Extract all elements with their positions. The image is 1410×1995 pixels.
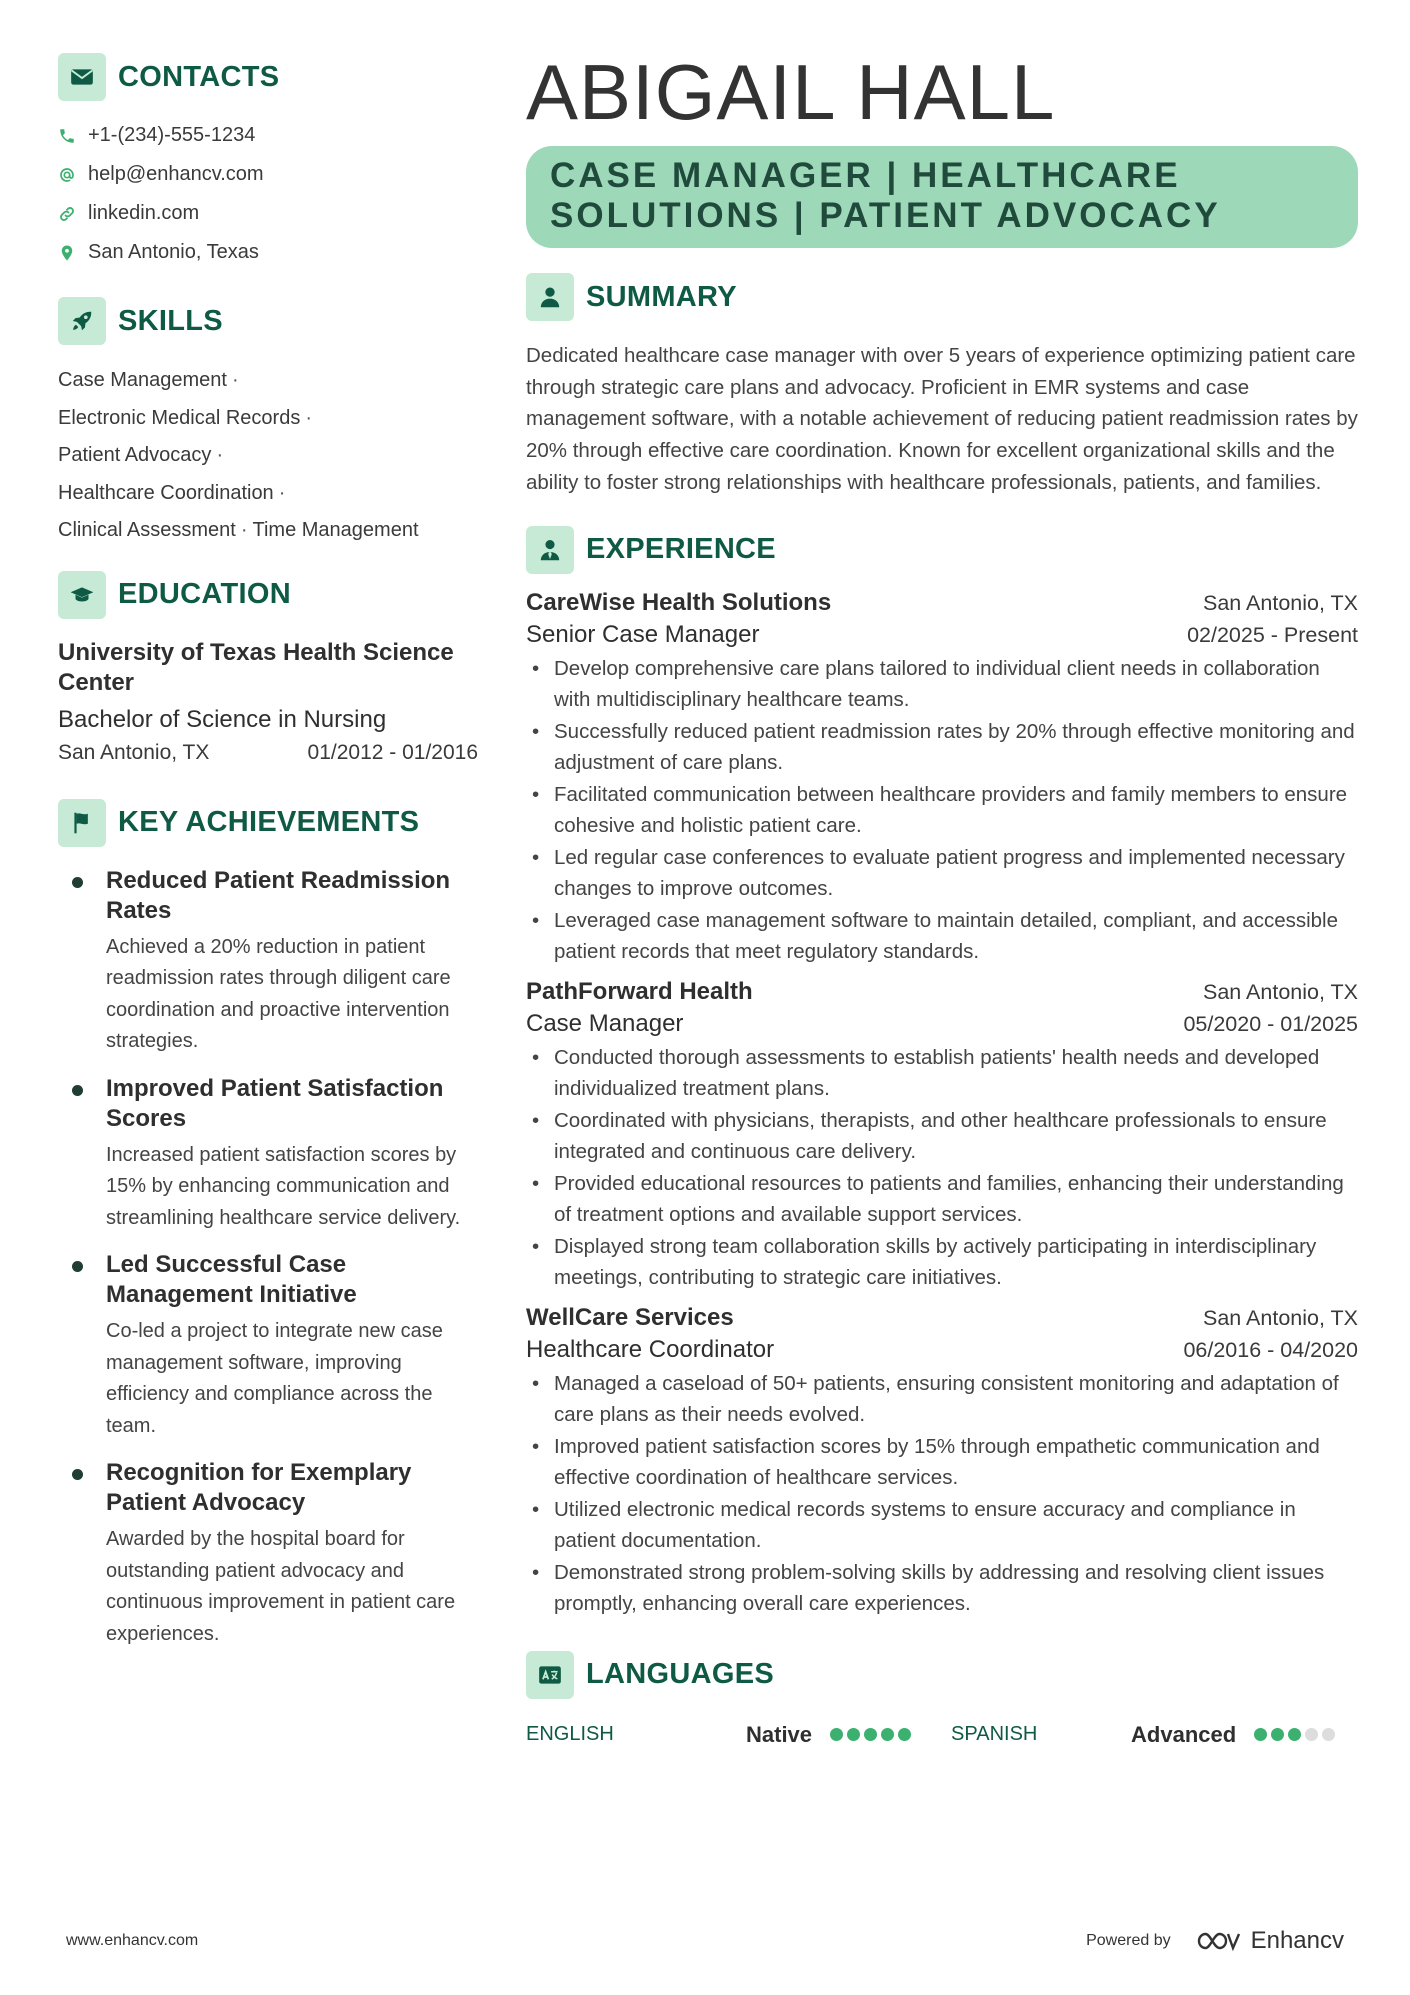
- bullet-dot: [72, 1085, 83, 1096]
- footer-website[interactable]: www.enhancv.com: [66, 1932, 199, 1949]
- languages-title: LANGUAGES: [586, 1658, 774, 1691]
- job-bullet: • Conducted thorough assessments to establish patients' health needs and developed individualized treatment plans.: [526, 1042, 1358, 1105]
- rating-dot-filled: [1288, 1728, 1301, 1741]
- achievement-item: [58, 866, 478, 1058]
- skills-header: [58, 296, 478, 346]
- envelope-icon: [58, 53, 106, 101]
- rating-dot-filled: [881, 1728, 894, 1741]
- education-meta: [58, 738, 478, 768]
- job-company: PathForward Health: [526, 977, 753, 1005]
- skill-item: Clinical Assessment: [58, 519, 236, 541]
- job-bullet: • Demonstrated strong problem-solving skills by addressing and resolving client issues promptly, enhancing overall care experiences.: [526, 1557, 1358, 1620]
- experience-header: [526, 525, 1358, 575]
- bullet-dot: [72, 877, 83, 888]
- job-bullets: [526, 1042, 1358, 1294]
- achievement-title: Improved Patient Satisfaction Scores: [106, 1074, 444, 1132]
- achievement-item: [58, 1250, 478, 1442]
- achievement-title: Recognition for Exemplary Patient Advocacy: [106, 1459, 412, 1516]
- job-role: Case Manager: [526, 1009, 684, 1037]
- language-level: Native: [746, 1721, 813, 1747]
- contact-list: [58, 116, 478, 272]
- skills-title: SKILLS: [118, 304, 223, 337]
- skill-line: Clinical Assessment · Time Management: [58, 519, 419, 541]
- headline-banner: [526, 146, 1358, 248]
- infinity-logo-icon: [1195, 1928, 1243, 1954]
- achievement-item: [58, 1074, 478, 1235]
- rocket-icon: [58, 297, 106, 345]
- language-rating: [1254, 1728, 1339, 1741]
- education-location: San Antonio, TX: [58, 740, 210, 764]
- job-company: CareWise Health Solutions: [526, 588, 832, 616]
- languages-row: [526, 1722, 1358, 1748]
- language-level: Advanced: [1131, 1721, 1237, 1747]
- education-dates: 01/2012 - 01/2016: [307, 740, 478, 764]
- footer-brand-block: [1086, 1927, 1344, 1955]
- skills-list: [58, 362, 478, 550]
- bullet-dot: [72, 1469, 83, 1480]
- graduation-cap-icon: [58, 571, 106, 619]
- job-bullet: • Develop comprehensive care plans tailored to individual client needs in collaboration with multidisciplinary healthcare teams.: [526, 653, 1358, 716]
- languages-header: [526, 1650, 1358, 1700]
- job-bullet: • Managed a caseload of 50+ patients, ensuring consistent monitoring and adaptation of care plans as their needs evolved.: [526, 1368, 1358, 1431]
- job-entry: [526, 589, 1358, 968]
- job-bullet: • Displayed strong team collaboration skills by actively participating in interdisciplinary meetings, contributing to strategic care initiatives.: [526, 1231, 1358, 1294]
- link-icon: [58, 205, 88, 223]
- headline-text: CASE MANAGER | HEALTHCARE SOLUTIONS | PATIENT ADVOCACY: [550, 156, 1221, 235]
- contact-location: [58, 233, 478, 272]
- job-bullet: • Facilitated communication between healthcare providers and family members to ensure cohesive and holistic patient care.: [526, 779, 1358, 842]
- linkedin-text: linkedin.com: [88, 202, 200, 224]
- skill-line: Case Management ·: [58, 369, 239, 391]
- achievement-title: Led Successful Case Management Initiative: [106, 1251, 357, 1308]
- at-icon: [58, 166, 88, 184]
- left-column: [58, 52, 478, 1666]
- enhancv-logo[interactable]: [1195, 1927, 1344, 1955]
- rating-dot-empty: [1322, 1728, 1335, 1741]
- job-company: WellCare Services: [526, 1303, 734, 1331]
- email-text: help@enhancv.com: [88, 163, 264, 185]
- job-bullets: [526, 1368, 1358, 1620]
- contacts-title: CONTACTS: [118, 60, 280, 93]
- rating-dot-filled: [1254, 1728, 1267, 1741]
- achievements-list: [58, 866, 478, 1651]
- rating-dot-filled: [864, 1728, 877, 1741]
- job-location: San Antonio, TX: [1203, 979, 1358, 1004]
- education-school: University of Texas Health Science Center: [58, 638, 454, 696]
- job-role: Senior Case Manager: [526, 620, 760, 648]
- summary-text: Dedicated healthcare case manager with over 5 years of experience optimizing patient care through strategic care plans and advocacy. Proficient in EMR systems and case management software, with a notable achievement of reducing patient readmission rates by 20% through effective care coordination. Known for excellent organizational skills and the ability to foster strong relationships with healthcare professionals, patients, and families.: [526, 344, 1358, 494]
- job-location: San Antonio, TX: [1203, 1305, 1358, 1330]
- translate-icon: [526, 1651, 574, 1699]
- skill-item: Time Management: [252, 519, 419, 541]
- right-column: [526, 48, 1358, 1748]
- education-title: EDUCATION: [118, 578, 291, 610]
- location-text: San Antonio, Texas: [88, 241, 259, 263]
- contact-email[interactable]: [58, 155, 478, 194]
- candidate-name: ABIGAIL HALL: [526, 48, 1056, 136]
- achievement-desc: Awarded by the hospital board for outstanding patient advocacy and continuous improvement in patient care experiences.: [106, 1528, 456, 1645]
- experience-title: EXPERIENCE: [586, 533, 776, 566]
- achievements-title: KEY ACHIEVEMENTS: [118, 806, 420, 838]
- education-header: [58, 570, 478, 620]
- achievement-desc: Co-led a project to integrate new case management software, improving efficiency and compliance across the team.: [106, 1320, 443, 1437]
- powered-by-text: Powered by: [1086, 1932, 1171, 1949]
- job-dates: 02/2025 - Present: [1187, 622, 1358, 647]
- job-bullet: • Successfully reduced patient readmission rates by 20% through effective monitoring and adjustment of care plans.: [526, 716, 1358, 779]
- person-icon: [526, 273, 574, 321]
- contact-phone[interactable]: [58, 116, 478, 155]
- job-location: San Antonio, TX: [1203, 590, 1358, 615]
- achievement-title: Reduced Patient Readmission Rates: [106, 866, 451, 924]
- rating-dot-filled: [1271, 1728, 1284, 1741]
- rating-dot-filled: [898, 1728, 911, 1741]
- job-entry: [526, 1304, 1358, 1620]
- education-degree: Bachelor of Science in Nursing: [58, 705, 387, 733]
- rating-dot-filled: [847, 1728, 860, 1741]
- achievement-desc: Increased patient satisfaction scores by 15% by enhancing communication and streamlining healthcare service delivery.: [106, 1143, 461, 1229]
- skill-item: Patient Advocacy: [58, 444, 212, 466]
- achievement-item: [58, 1458, 478, 1650]
- job-bullet: • Coordinated with physicians, therapists, and other healthcare professionals to ensure integrated and continuous care delivery.: [526, 1105, 1358, 1168]
- job-dates: 06/2016 - 04/2020: [1183, 1337, 1358, 1362]
- summary-title: SUMMARY: [586, 280, 737, 313]
- achievement-desc: Achieved a 20% reduction in patient readmission rates through diligent care coordination and proactive intervention strategies.: [106, 935, 451, 1052]
- job-dates: 05/2020 - 01/2025: [1183, 1011, 1358, 1036]
- job-bullet: • Leveraged case management software to maintain detailed, compliant, and accessible patient records that meet regulatory standards.: [526, 905, 1358, 968]
- job-role: Healthcare Coordinator: [526, 1335, 775, 1363]
- phone-text: +1-(234)-555-1234: [88, 124, 256, 146]
- language-name: SPANISH: [951, 1723, 1038, 1746]
- footer: [66, 1927, 1344, 1955]
- skill-item: Electronic Medical Records: [58, 406, 301, 429]
- contact-linkedin[interactable]: [58, 194, 478, 233]
- brand-name: Enhancv: [1250, 1927, 1344, 1954]
- contacts-header: [58, 52, 478, 102]
- flag-icon: [58, 799, 106, 847]
- job-bullets: [526, 653, 1358, 968]
- rating-dot-filled: [830, 1728, 843, 1741]
- job-bullet: • Utilized electronic medical records systems to ensure accuracy and compliance in patient documentation.: [526, 1494, 1358, 1557]
- language-name: ENGLISH: [526, 1723, 614, 1746]
- skill-item: Case Management: [58, 369, 227, 391]
- language-rating: [830, 1728, 915, 1741]
- person-tie-icon: [526, 526, 574, 574]
- rating-dot-empty: [1305, 1728, 1318, 1741]
- skill-item: Healthcare Coordination: [58, 481, 274, 504]
- bullet-dot: [72, 1261, 83, 1272]
- achievements-header: [58, 798, 478, 848]
- map-pin-icon: [58, 244, 88, 262]
- skill-line: Electronic Medical Records ·: [58, 406, 312, 429]
- job-entry: [526, 978, 1358, 1294]
- job-bullet: • Led regular case conferences to evaluate patient progress and implemented necessary changes to improve outcomes.: [526, 842, 1358, 905]
- phone-icon: [58, 127, 88, 145]
- job-bullet: • Improved patient satisfaction scores by 15% through empathetic communication and effective coordination of healthcare services.: [526, 1431, 1358, 1494]
- job-bullet: • Provided educational resources to patients and families, enhancing their understanding of treatment options and available support services.: [526, 1168, 1358, 1231]
- skill-line: Healthcare Coordination ·: [58, 481, 286, 504]
- summary-header: [526, 272, 1358, 322]
- skill-line: Patient Advocacy ·: [58, 444, 224, 466]
